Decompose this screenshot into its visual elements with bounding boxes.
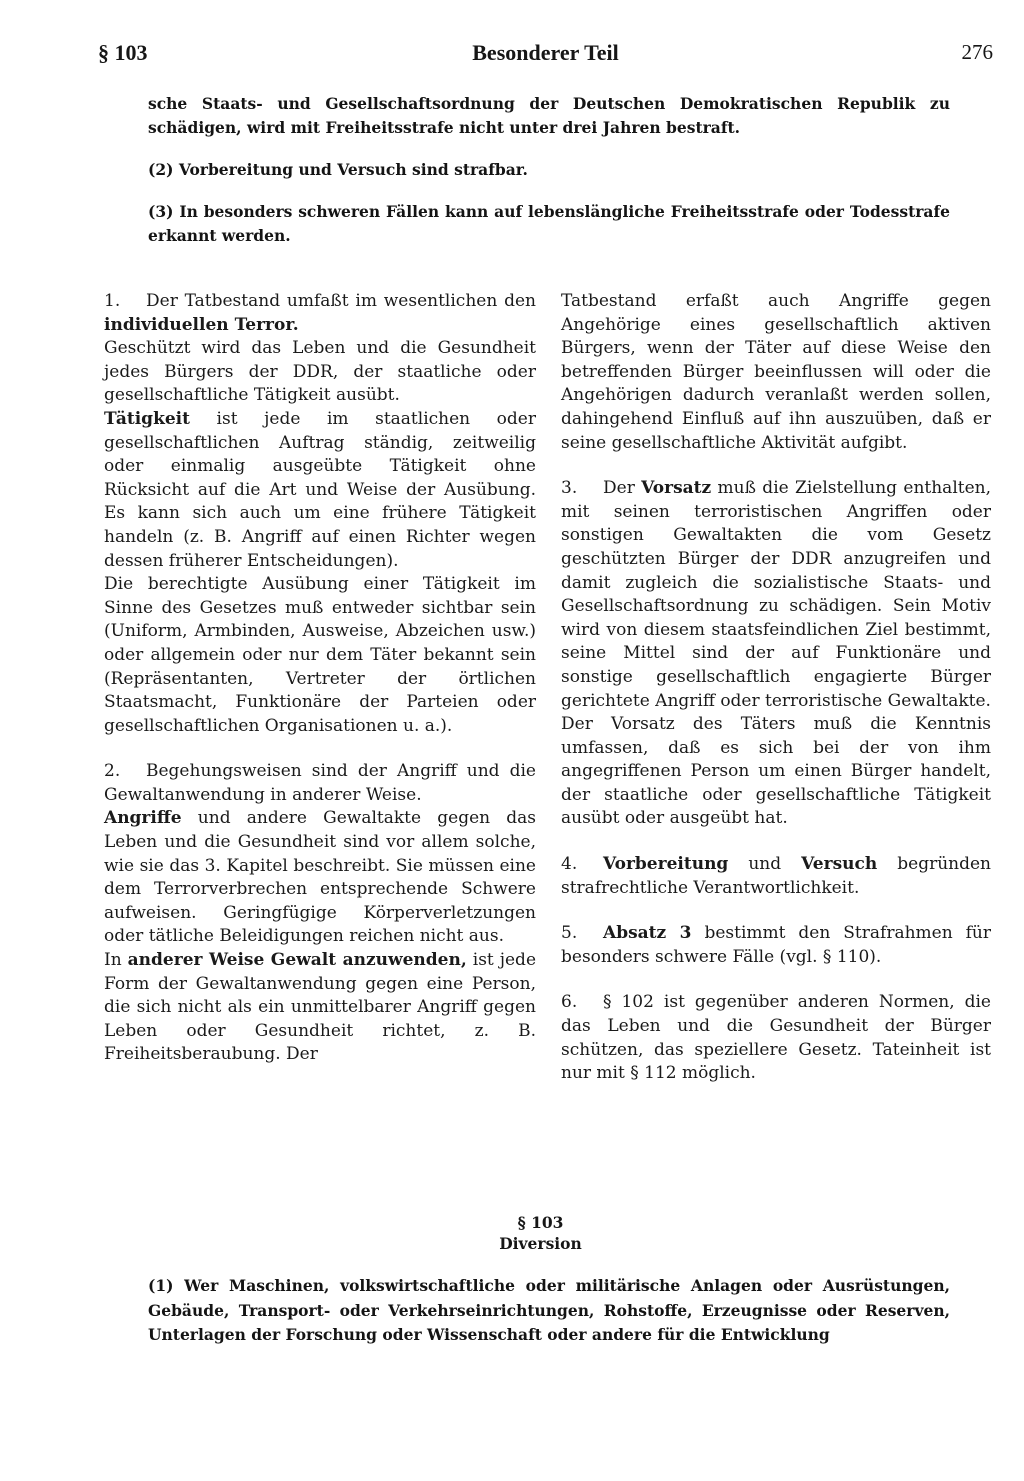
commentary-text: Der Vorsatz des Täters muß die Kenntnis umfassen, daß es sich bei der von ihm angegriffenen Person um einen Bürger handelt, der staatliche oder gesellschaftliche Tätigkeit ausübt oder ausgeübt hat. bbox=[561, 714, 991, 829]
statute-paragraph-1: sche Staats- und Gesellschaftsordnung der Deutschen Demokratischen Republik zu schädigen, wird mit Freiheitsstrafe nicht unter drei Jahren bestraft. bbox=[148, 94, 950, 137]
bold-term: Angriffe bbox=[104, 808, 182, 829]
commentary-note-1: 1. Der Tatbestand umfaßt im wesentlichen den individuellen Terror. bbox=[104, 291, 536, 335]
statute-paragraph-1: (1) Wer Maschinen, volkswirtschaftliche oder militärische Anlagen oder Ausrüstungen, Gebäude, Transport- oder Verkehrseinrichtungen, Rohstoffe, Erzeugnisse oder Reserven, Unterlagen der Forschung oder Wissenschaft oder andere für die Entwicklung bbox=[148, 1276, 950, 1344]
note-number: 6. bbox=[561, 992, 578, 1013]
note-number: 1. bbox=[104, 291, 121, 311]
note-number: 3. bbox=[561, 478, 578, 499]
statute-text-top bbox=[148, 92, 950, 248]
commentary-text: In anderer Weise Gewalt anzuwenden, ist jede Form der Gewaltanwendung gegen eine Person, die sich nicht als ein unmittelbarer Angriff gegen Leben oder Gesundheit richtet, z. B. Freiheitsberaubung. Der bbox=[104, 950, 537, 1065]
bold-term: Versuch bbox=[801, 854, 878, 875]
commentary-note-6: 6. § 102 ist gegenüber anderen Normen, die das Leben und die Gesundheit der Bürger schützen, das speziellere Gesetz. Tateinheit ist nur mit § 112 möglich. bbox=[561, 992, 991, 1084]
commentary-note-4: 4. Vorbereitung und Versuch begründen strafrechtliche Verantwortlichkeit. bbox=[561, 854, 991, 898]
commentary-text: Die berechtigte Ausübung einer Tätigkeit im Sinne des Gesetzes muß entweder sichtbar sein (Uniform, Armbinden, Ausweise, Abzeichen usw.) oder allgemein oder nur dem Täter bekannt sein (Repräsentanten, Vertreter der örtlichen Staatsmacht, Funktionäre der Parteien oder gesellschaftlichen Organisationen u. a.). bbox=[104, 574, 536, 736]
note-number: 4. bbox=[561, 854, 578, 875]
statute-paragraph-3: (3) In besonders schweren Fällen kann auf lebenslängliche Freiheitsstrafe oder Todesstrafe erkannt werden. bbox=[148, 202, 950, 245]
header-section: § 103 bbox=[98, 40, 148, 65]
commentary-text: Tätigkeit ist jede im staatlichen oder gesellschaftlichen Auftrag ständig, zeitweilig oder einmalig ausgeübte Tätigkeit ohne Rücksicht auf die Art und Weise der Ausübung. Es kann sich auch um eine frühere Tätigkeit handeln (z. B. Angriff auf einen Richter wegen dessen früherer Entscheidungen). bbox=[104, 408, 536, 571]
commentary-note-2: 2. Begehungsweisen sind der Angriff und die Gewaltanwendung in anderer Weise. bbox=[104, 761, 536, 805]
bold-term: individuellen Terror. bbox=[104, 314, 299, 335]
bold-term: Tätigkeit bbox=[104, 408, 190, 429]
commentary-note-5: 5. Absatz 3 bestimmt den Strafrahmen für besonders schwere Fälle (vgl. § 110). bbox=[561, 923, 991, 967]
bold-term: Absatz 3 bbox=[603, 923, 692, 944]
section-number: § 103 bbox=[517, 1213, 564, 1232]
header-part-title: Besonderer Teil bbox=[472, 40, 619, 65]
commentary-right-column bbox=[561, 290, 991, 1086]
commentary-note-3: 3. Der Vorsatz muß die Zielstellung enthalten, mit seinen terroristischen Angriffen oder sonstigen Gewaltakten die vom Gesetz geschützten Bürger der DDR anzugreifen und damit zugleich die sozialistische Staats- und Gesellschaftsordnung zu schädigen. Sein Motiv wird von diesem staatsfeindlichen Ziel bestimmt, seine Mittel sind der auf Funktionäre und sonstige gesellschaftlich engagierte Bürger gerichtete Angriff oder terroristische Gewaltakte. bbox=[561, 478, 991, 711]
commentary-text: Geschützt wird das Leben und die Gesundheit jedes Bürgers der DDR, der staatliche oder gesellschaftliche Tätigkeit ausübt. bbox=[104, 338, 536, 406]
bold-term: Vorbereitung bbox=[603, 854, 729, 875]
page-number: 276 bbox=[961, 40, 993, 64]
bold-term: anderer Weise Gewalt anzuwenden, bbox=[127, 950, 467, 971]
statute-text-bottom bbox=[148, 1274, 950, 1348]
section-title: Diversion bbox=[499, 1234, 582, 1253]
note-number: 5. bbox=[561, 923, 578, 944]
commentary-text: Angriffe und andere Gewaltakte gegen das Leben und die Gesundheit sind vor allem solche, wie sie das 3. Kapitel beschreibt. Sie müssen eine dem Terrorverbrechen entsprechende Schwere aufweisen. Geringfügige Körperverletzungen oder tätliche Beleidigungen reichen nicht aus. bbox=[104, 808, 536, 947]
section-heading bbox=[0, 1212, 1024, 1254]
commentary-text: Tatbestand erfaßt auch Angriffe gegen Angehörige eines gesellschaftlich aktiven Bürgers, wenn der Täter auf diese Weise den betreffenden Bürger beeinflussen will oder die Angehörigen dadurch veranlaßt werden sollen, dahingehend Einfluß auf ihn auszuüben, daß er seine gesellschaftliche Aktivität aufgibt. bbox=[561, 291, 991, 453]
note-number: 2. bbox=[104, 761, 121, 782]
commentary-left-column bbox=[104, 290, 536, 1067]
statute-paragraph-2: (2) Vorbereitung und Versuch sind strafbar. bbox=[148, 160, 528, 179]
page-header bbox=[98, 40, 993, 74]
bold-term: Vorsatz bbox=[641, 478, 712, 499]
